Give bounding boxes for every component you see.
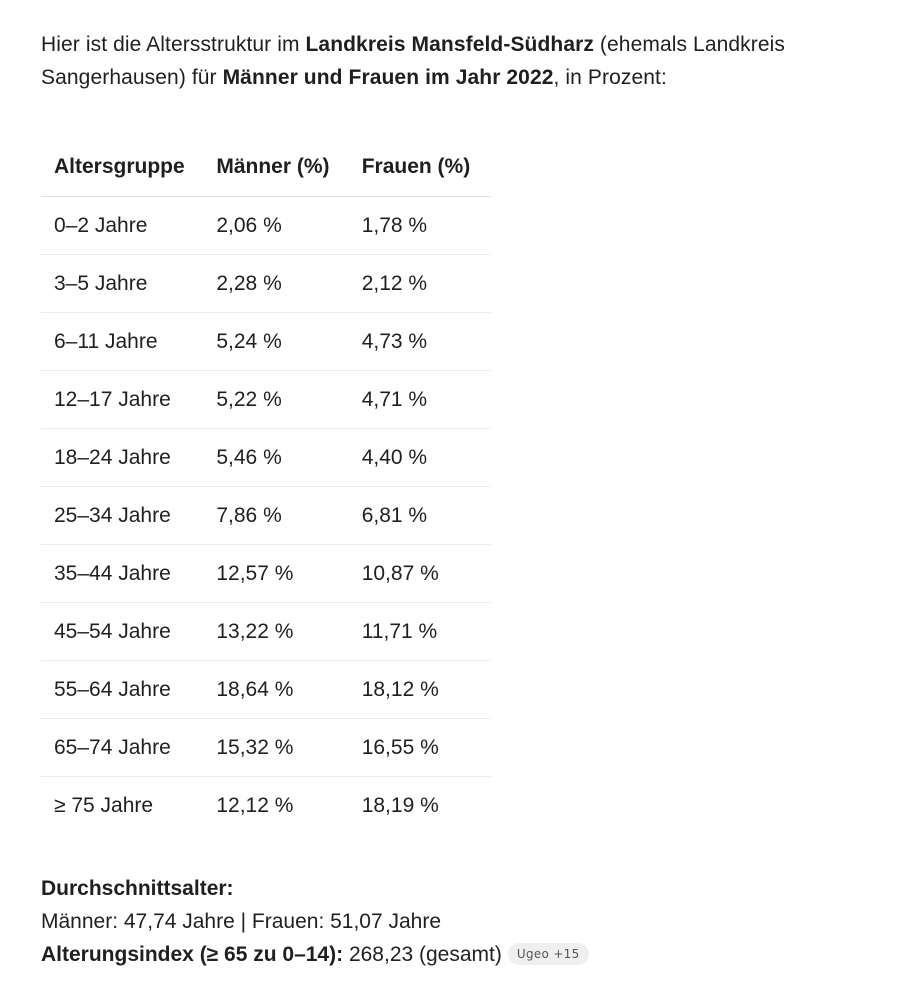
age-group-cell: 18–24 Jahre: [41, 429, 203, 487]
men-value-cell: 13,22 %: [203, 603, 348, 661]
age-group-cell: ≥ 75 Jahre: [54, 793, 154, 817]
table-row: [41, 487, 491, 545]
women-value-cell: 16,55 %: [349, 719, 491, 777]
women-value-cell: 4,71 %: [349, 371, 491, 429]
women-value-cell: 2,12 %: [349, 255, 491, 313]
age-group-cell: 25–34 Jahre: [41, 487, 203, 545]
women-value-cell: 1,78 %: [349, 197, 491, 255]
women-value-cell: 6,81 %: [349, 487, 491, 545]
age-group-cell: 55–64 Jahre: [41, 661, 203, 719]
age-group-cell: 12–17 Jahre: [41, 371, 203, 429]
table-row: [41, 313, 491, 371]
women-value-cell: 18,12 %: [349, 661, 491, 719]
average-age-values: Männer: 47,74 Jahre | Frauen: 51,07 Jahre: [41, 910, 442, 933]
women-value-cell: 18,19 %: [361, 793, 439, 817]
intro-text-3: , in Prozent:: [553, 66, 667, 89]
men-value-cell: 5,46 %: [203, 429, 348, 487]
age-group-cell: 3–5 Jahre: [41, 255, 203, 313]
men-value-cell: 5,24 %: [203, 313, 348, 371]
table-header-row: [41, 138, 491, 197]
age-group-cell: 6–11 Jahre: [41, 313, 203, 371]
header-women: Frauen (%): [349, 138, 491, 197]
men-value-cell: 15,32 %: [203, 719, 348, 777]
men-value-cell: 2,06 %: [203, 197, 348, 255]
aging-index-line: [41, 938, 891, 971]
intro-text-1: Hier ist die Altersstruktur im: [41, 33, 306, 56]
intro-paragraph: [41, 28, 891, 94]
table-row: [41, 777, 491, 835]
table-row: [41, 429, 491, 487]
women-value-cell: 4,73 %: [349, 313, 491, 371]
men-value-cell: 7,86 %: [203, 487, 348, 545]
women-value-cell: 4,40 %: [349, 429, 491, 487]
age-group-cell: 35–44 Jahre: [41, 545, 203, 603]
men-value-cell: 12,57 %: [203, 545, 348, 603]
summary-section: [41, 872, 891, 971]
intro-scope: Männer und Frauen im Jahr 2022: [222, 66, 554, 89]
source-badge[interactable]: Ugeo +15: [508, 943, 589, 965]
header-men: Männer (%): [203, 138, 348, 197]
age-group-cell: 65–74 Jahre: [41, 719, 203, 777]
table-row: [41, 371, 491, 429]
average-age-label: Durchschnittsalter:: [41, 877, 234, 900]
table-row: [41, 255, 491, 313]
age-group-cell: 45–54 Jahre: [41, 603, 203, 661]
men-value-cell: 5,22 %: [203, 371, 348, 429]
men-value-cell: 18,64 %: [203, 661, 348, 719]
table-row: [41, 197, 491, 255]
aging-index-label: Alterungsindex (≥ 65 zu 0–14):: [41, 943, 344, 966]
intro-region: Landkreis Mansfeld-Südharz: [305, 33, 594, 56]
aging-index-value: 268,23 (gesamt): [343, 943, 502, 966]
age-structure-table: [41, 138, 491, 834]
men-value-cell: 12,12 %: [216, 793, 294, 817]
women-value-cell: 10,87 %: [349, 545, 491, 603]
age-group-cell: 0–2 Jahre: [41, 197, 203, 255]
table-row: [41, 661, 491, 719]
table-row: [41, 719, 491, 777]
men-value-cell: 2,28 %: [203, 255, 348, 313]
table-row: [41, 545, 491, 603]
header-age-group: Altersgruppe: [41, 138, 203, 197]
intro-text-2: (ehemals Landkreis Sangerhausen) für: [41, 33, 785, 89]
table-row: [41, 603, 491, 661]
women-value-cell: 11,71 %: [349, 603, 491, 661]
